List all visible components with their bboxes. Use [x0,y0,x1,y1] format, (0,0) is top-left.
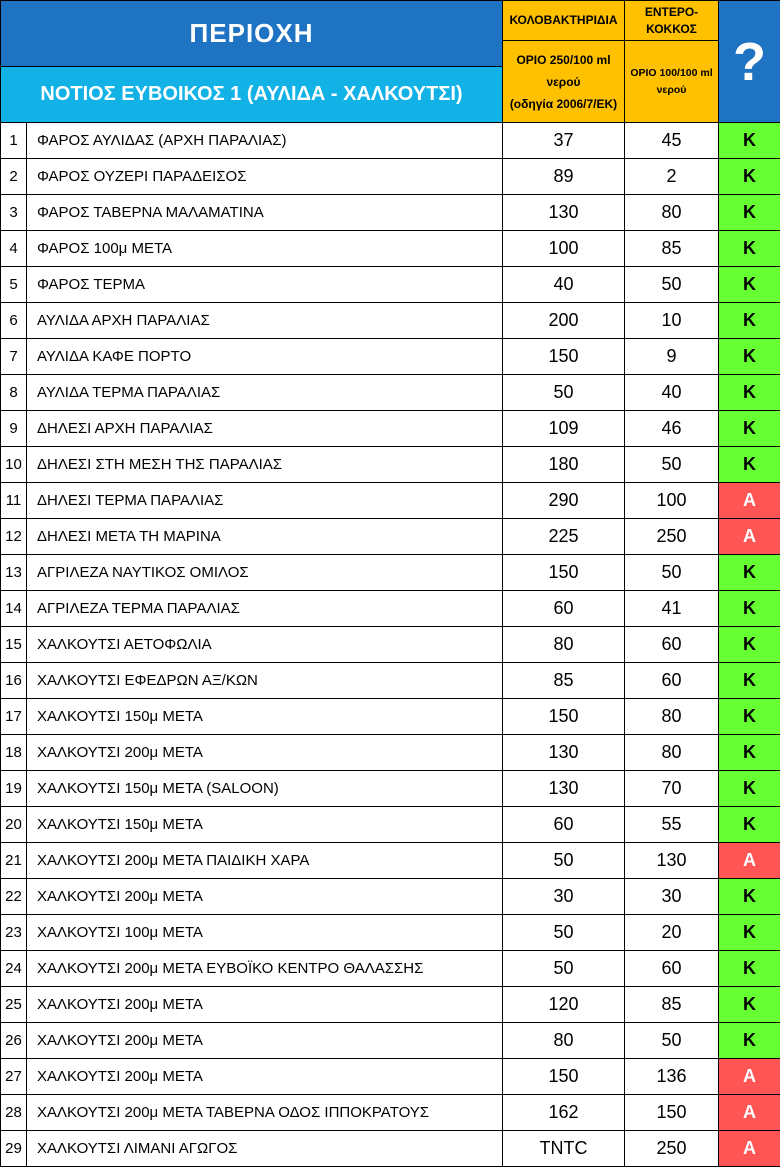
status-badge: Κ [719,879,780,915]
table-row [1,879,780,915]
coliforms-limit-line2: νερού [546,75,580,89]
row-number: 1 [1,123,27,159]
coliforms-value: 50 [503,375,625,411]
status-header-question: ? [719,1,780,123]
coliforms-value: 109 [503,411,625,447]
location-cell: ΧΑΛΚΟΥΤΣΙ 200μ ΜΕΤΑ [27,1059,503,1095]
status-badge: Κ [719,591,780,627]
table-row [1,375,780,411]
header-row-1 [1,1,780,41]
table-row [1,1131,780,1167]
row-number: 20 [1,807,27,843]
enterococci-value: 60 [625,951,719,987]
coliforms-value: 80 [503,1023,625,1059]
coliforms-value: 150 [503,555,625,591]
table-row [1,663,780,699]
enterococci-value: 2 [625,159,719,195]
status-badge: Κ [719,735,780,771]
enterococci-value: 150 [625,1095,719,1131]
table-row [1,483,780,519]
enterococci-value: 46 [625,411,719,447]
location-cell: ΑΥΛΙΔΑ ΤΕΡΜΑ ΠΑΡΑΛΙΑΣ [27,375,503,411]
row-number: 28 [1,1095,27,1131]
status-badge: Κ [719,987,780,1023]
enterococci-value: 50 [625,447,719,483]
enterococci-value: 100 [625,483,719,519]
coliforms-value: 180 [503,447,625,483]
row-number: 19 [1,771,27,807]
table-row [1,555,780,591]
row-number: 27 [1,1059,27,1095]
status-badge: Κ [719,627,780,663]
enterococci-value: 10 [625,303,719,339]
status-badge: Κ [719,915,780,951]
coliforms-value: 120 [503,987,625,1023]
enterococci-value: 130 [625,843,719,879]
status-badge: Κ [719,807,780,843]
location-cell: ΑΓΡΙΛΕΖΑ ΝΑΥΤΙΚΟΣ ΟΜΙΛΟΣ [27,555,503,591]
enterococci-value: 50 [625,1023,719,1059]
coliforms-limit-line1: ΟΡΙΟ 250/100 ml [516,53,610,67]
coliforms-limit-line3: (οδηγία 2006/7/ΕΚ) [510,97,617,111]
row-number: 25 [1,987,27,1023]
status-badge: Α [719,1131,780,1167]
location-cell: ΦΑΡΟΣ ΟΥΖΕΡΙ ΠΑΡΑΔΕΙΣΟΣ [27,159,503,195]
enterococci-value: 80 [625,735,719,771]
region-header: ΠΕΡΙΟΧΗ [1,1,503,67]
status-badge: Κ [719,699,780,735]
row-number: 10 [1,447,27,483]
location-cell: ΧΑΛΚΟΥΤΣΙ 200μ ΜΕΤΑ ΠΑΙΔΙΚΗ ΧΑΡΑ [27,843,503,879]
enterococci-value: 60 [625,627,719,663]
row-number: 11 [1,483,27,519]
enterococci-value: 250 [625,1131,719,1167]
location-cell: ΧΑΛΚΟΥΤΣΙ 200μ ΜΕΤΑ ΤΑΒΕΡΝΑ ΟΔΟΣ ΙΠΠΟΚΡΑΤΟΥΣ [27,1095,503,1131]
coliforms-value: 50 [503,951,625,987]
table-body [1,123,780,1167]
status-badge: Κ [719,555,780,591]
row-number: 16 [1,663,27,699]
enterococci-header [625,1,719,41]
table-row [1,627,780,663]
coliforms-value: TNTC [503,1131,625,1167]
coliforms-value: 50 [503,915,625,951]
coliforms-value: 162 [503,1095,625,1131]
table-row [1,159,780,195]
location-cell: ΦΑΡΟΣ ΤΕΡΜΑ [27,267,503,303]
enterococci-value: 50 [625,267,719,303]
status-badge: Κ [719,411,780,447]
enterococci-value: 55 [625,807,719,843]
status-badge: Κ [719,339,780,375]
table-row [1,519,780,555]
row-number: 13 [1,555,27,591]
enterococci-value: 80 [625,195,719,231]
coliforms-value: 30 [503,879,625,915]
coliforms-value: 130 [503,195,625,231]
coliforms-value: 100 [503,231,625,267]
row-number: 15 [1,627,27,663]
table-row [1,771,780,807]
row-number: 4 [1,231,27,267]
row-number: 7 [1,339,27,375]
enterococci-value: 85 [625,231,719,267]
location-cell: ΧΑΛΚΟΥΤΣΙ 150μ ΜΕΤΑ (SALOON) [27,771,503,807]
status-badge: Κ [719,1023,780,1059]
row-number: 23 [1,915,27,951]
enterococci-limit-line2: νερού [657,84,687,96]
location-cell: ΧΑΛΚΟΥΤΣΙ ΛΙΜΑΝΙ ΑΓΩΓΟΣ [27,1131,503,1167]
table-row [1,1095,780,1131]
row-number: 12 [1,519,27,555]
location-cell: ΧΑΛΚΟΥΤΣΙ 100μ ΜΕΤΑ [27,915,503,951]
status-badge: Α [719,519,780,555]
coliforms-value: 150 [503,339,625,375]
coliforms-value: 130 [503,735,625,771]
row-number: 21 [1,843,27,879]
table-row [1,339,780,375]
enterococci-value: 41 [625,591,719,627]
coliforms-value: 50 [503,843,625,879]
enterococci-limit [625,41,719,123]
row-number: 24 [1,951,27,987]
status-badge: Α [719,843,780,879]
coliforms-value: 290 [503,483,625,519]
status-badge: Κ [719,375,780,411]
enterococci-title-line2: ΚΟΚΚΟΣ [646,22,697,36]
row-number: 26 [1,1023,27,1059]
status-badge: Α [719,1095,780,1131]
table-row [1,195,780,231]
status-badge: Κ [719,195,780,231]
status-badge: Κ [719,303,780,339]
table-row [1,267,780,303]
table-row [1,1023,780,1059]
enterococci-value: 40 [625,375,719,411]
enterococci-value: 60 [625,663,719,699]
enterococci-value: 50 [625,555,719,591]
coliforms-value: 80 [503,627,625,663]
row-number: 5 [1,267,27,303]
status-badge: Α [719,1059,780,1095]
coliforms-value: 60 [503,591,625,627]
status-badge: Κ [719,267,780,303]
table-row [1,447,780,483]
location-cell: ΔΗΛΕΣΙ ΤΕΡΜΑ ΠΑΡΑΛΙΑΣ [27,483,503,519]
row-number: 14 [1,591,27,627]
location-cell: ΧΑΛΚΟΥΤΣΙ 200μ ΜΕΤΑ [27,735,503,771]
location-cell: ΑΥΛΙΔΑ ΚΑΦΕ ΠΟΡΤΟ [27,339,503,375]
table-row [1,591,780,627]
table-row [1,915,780,951]
row-number: 29 [1,1131,27,1167]
enterococci-value: 45 [625,123,719,159]
coliforms-limit [503,41,625,123]
table-row [1,231,780,267]
location-cell: ΧΑΛΚΟΥΤΣΙ ΑΕΤΟΦΩΛΙΑ [27,627,503,663]
table-row [1,843,780,879]
coliforms-value: 40 [503,267,625,303]
enterococci-title-line1: ΕΝΤΕΡΟ- [645,5,698,19]
location-cell: ΧΑΛΚΟΥΤΣΙ ΕΦΕΔΡΩΝ ΑΞ/ΚΩΝ [27,663,503,699]
location-cell: ΧΑΛΚΟΥΤΣΙ 200μ ΜΕΤΑ [27,879,503,915]
coliforms-value: 200 [503,303,625,339]
enterococci-value: 20 [625,915,719,951]
location-cell: ΑΓΡΙΛΕΖΑ ΤΕΡΜΑ ΠΑΡΑΛΙΑΣ [27,591,503,627]
row-number: 6 [1,303,27,339]
enterococci-value: 30 [625,879,719,915]
enterococci-value: 85 [625,987,719,1023]
coliforms-value: 85 [503,663,625,699]
location-cell: ΦΑΡΟΣ 100μ ΜΕΤΑ [27,231,503,267]
coliforms-value: 89 [503,159,625,195]
coliforms-value: 150 [503,1059,625,1095]
enterococci-limit-line1: ΟΡΙΟ 100/100 ml [630,67,712,79]
row-number: 3 [1,195,27,231]
enterococci-value: 80 [625,699,719,735]
location-cell: ΔΗΛΕΣΙ ΜΕΤΑ ΤΗ ΜΑΡΙΝΑ [27,519,503,555]
table-row [1,1059,780,1095]
table-row [1,123,780,159]
status-badge: Κ [719,771,780,807]
location-cell: ΧΑΛΚΟΥΤΣΙ 200μ ΜΕΤΑ [27,987,503,1023]
location-cell: ΔΗΛΕΣΙ ΣΤΗ ΜΕΣΗ ΤΗΣ ΠΑΡΑΛΙΑΣ [27,447,503,483]
status-badge: Κ [719,123,780,159]
table-row [1,951,780,987]
coliforms-value: 37 [503,123,625,159]
status-badge: Α [719,483,780,519]
row-number: 9 [1,411,27,447]
table-row [1,699,780,735]
location-cell: ΧΑΛΚΟΥΤΣΙ 200μ ΜΕΤΑ ΕΥΒΟΪΚΟ ΚΕΝΤΡΟ ΘΑΛΑΣΣΗΣ [27,951,503,987]
coliforms-value: 60 [503,807,625,843]
enterococci-value: 9 [625,339,719,375]
row-number: 22 [1,879,27,915]
location-cell: ΦΑΡΟΣ ΤΑΒΕΡΝΑ ΜΑΛΑΜΑΤΙΝΑ [27,195,503,231]
location-cell: ΔΗΛΕΣΙ ΑΡΧΗ ΠΑΡΑΛΙΑΣ [27,411,503,447]
enterococci-value: 136 [625,1059,719,1095]
enterococci-value: 70 [625,771,719,807]
location-cell: ΧΑΛΚΟΥΤΣΙ 150μ ΜΕΤΑ [27,699,503,735]
table-row [1,303,780,339]
status-badge: Κ [719,951,780,987]
coliforms-header: ΚΟΛΟΒΑΚΤΗΡΙΔΙΑ [503,1,625,41]
table-row [1,735,780,771]
row-number: 8 [1,375,27,411]
status-badge: Κ [719,447,780,483]
table-row [1,411,780,447]
row-number: 2 [1,159,27,195]
table-row [1,987,780,1023]
row-number: 18 [1,735,27,771]
coliforms-value: 225 [503,519,625,555]
enterococci-value: 250 [625,519,719,555]
location-cell: ΦΑΡΟΣ ΑΥΛΙΔΑΣ (ΑΡΧΗ ΠΑΡΑΛΙΑΣ) [27,123,503,159]
status-badge: Κ [719,231,780,267]
row-number: 17 [1,699,27,735]
area-name-header: ΝΟΤΙΟΣ ΕΥΒΟΙΚΟΣ 1 (ΑΥΛΙΔΑ - ΧΑΛΚΟΥΤΣΙ) [1,67,503,123]
table-row [1,807,780,843]
coliforms-value: 130 [503,771,625,807]
coliforms-value: 150 [503,699,625,735]
status-badge: Κ [719,159,780,195]
location-cell: ΧΑΛΚΟΥΤΣΙ 150μ ΜΕΤΑ [27,807,503,843]
status-badge: Κ [719,663,780,699]
location-cell: ΑΥΛΙΔΑ ΑΡΧΗ ΠΑΡΑΛΙΑΣ [27,303,503,339]
location-cell: ΧΑΛΚΟΥΤΣΙ 200μ ΜΕΤΑ [27,1023,503,1059]
